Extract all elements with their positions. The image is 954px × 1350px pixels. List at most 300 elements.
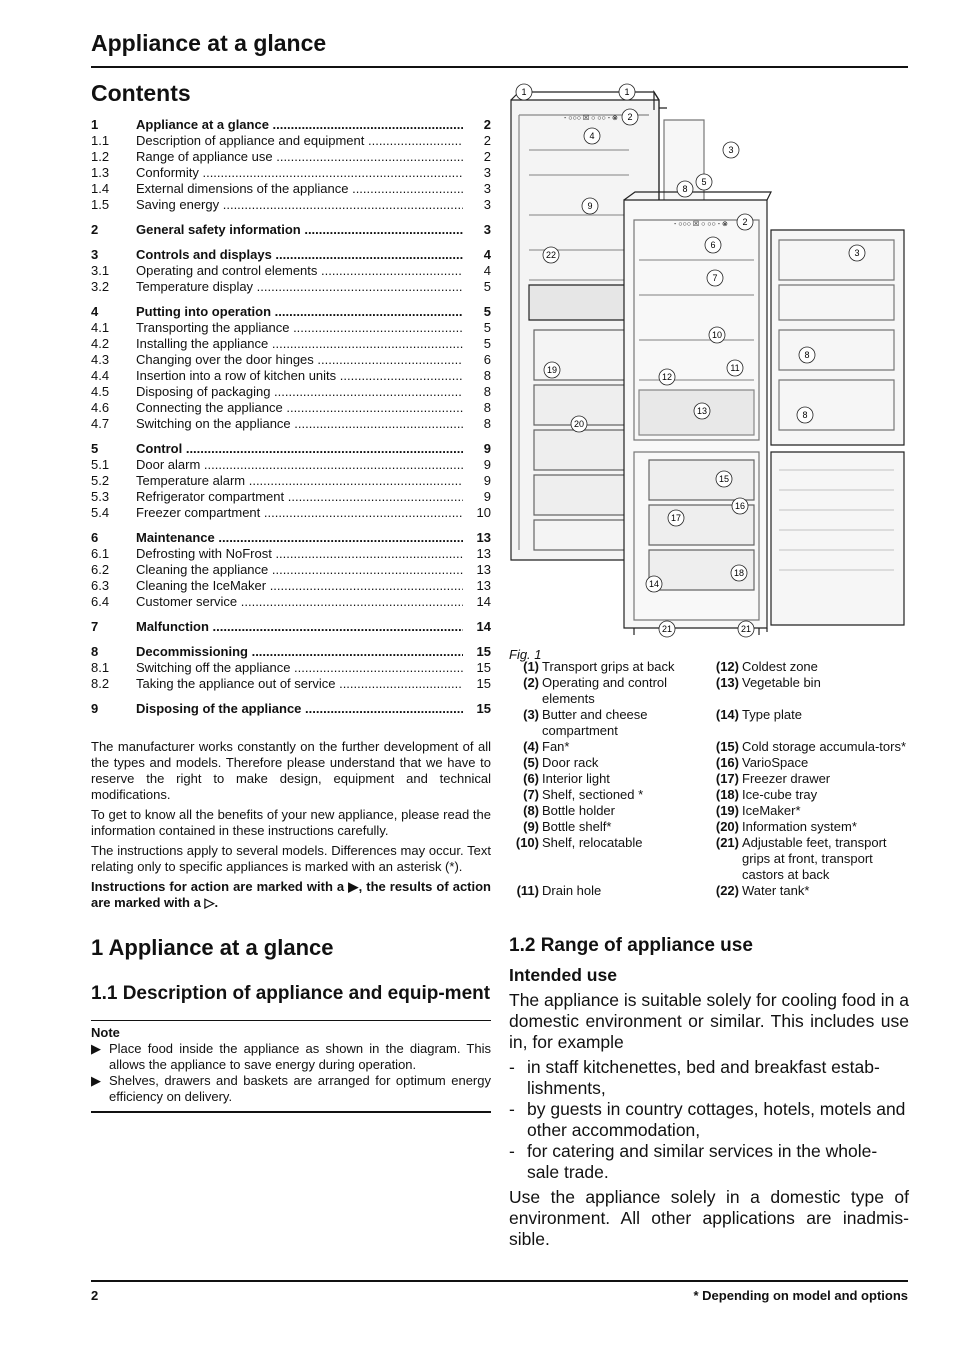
section-1-heading: 1 Appliance at a glance	[91, 935, 334, 960]
toc-page: 2	[483, 149, 491, 164]
svg-text:14: 14	[648, 579, 660, 589]
toc-row[interactable]	[91, 644, 491, 660]
legend-key: (9)	[523, 819, 539, 834]
note-box	[91, 1020, 491, 1113]
toc-row[interactable]	[91, 197, 491, 213]
note-item-text: Place food inside the appliance as shown in the diagram. This allows the appliance to save energy during operation.	[109, 1041, 491, 1072]
legend-value: Bottle shelf*	[542, 819, 612, 834]
toc-row[interactable]	[91, 384, 491, 400]
toc-page: 9	[483, 457, 491, 472]
legend-key: (10)	[515, 835, 539, 850]
figure-1	[509, 80, 909, 662]
legend-entry	[709, 803, 909, 819]
svg-text:2: 2	[742, 217, 748, 227]
legend-entry	[509, 803, 709, 819]
svg-text:3: 3	[728, 145, 734, 155]
legend-value: Butter and cheese compartment	[542, 707, 648, 738]
toc-page: 4	[483, 247, 491, 262]
display-panel-back: - ○○○ ☒ ○ ○○ - ⊗	[564, 115, 618, 122]
toc-page: 9	[483, 489, 491, 504]
toc-page: 15	[476, 701, 491, 716]
section-1-2-heading: 1.2 Range of appliance use	[509, 935, 753, 956]
toc-row[interactable]	[91, 304, 491, 320]
callout-18	[731, 565, 747, 581]
toc-page: 2	[483, 117, 491, 132]
toc-number: 6	[91, 530, 99, 545]
header-rule	[91, 66, 908, 68]
toc-row[interactable]	[91, 149, 491, 165]
toc-row[interactable]	[91, 165, 491, 181]
legend-key: (12)	[715, 659, 739, 674]
callout-22	[543, 247, 559, 263]
toc-number: 4.5	[91, 384, 110, 399]
toc-number: 5	[91, 441, 99, 456]
svg-text:8: 8	[682, 184, 688, 194]
action-triangle-icon: ▶	[91, 1073, 101, 1088]
callout-8	[797, 407, 813, 423]
toc-gap	[91, 635, 491, 644]
toc-page: 9	[483, 473, 491, 488]
legend-entry	[509, 787, 709, 803]
toc-title: Taking the appliance out of service .....	[136, 676, 463, 692]
legend-row	[509, 787, 909, 803]
callout-21	[659, 621, 675, 637]
toc-number: 5.3	[91, 489, 110, 504]
legend-key: (6)	[523, 771, 539, 786]
toc-row[interactable]	[91, 352, 491, 368]
legend-key: (17)	[715, 771, 739, 786]
legend-entry	[709, 675, 909, 707]
callout-9	[582, 198, 598, 214]
toc-row[interactable]	[91, 546, 491, 562]
toc-number: 6.2	[91, 562, 110, 577]
callout-13	[694, 403, 710, 419]
toc-page: 13	[476, 562, 491, 577]
toc-page: 9	[483, 441, 491, 456]
toc-number: 3	[91, 247, 99, 262]
toc-row[interactable]	[91, 619, 491, 635]
svg-text:15: 15	[718, 474, 730, 484]
svg-text:4: 4	[589, 131, 595, 141]
callout-11	[727, 360, 743, 376]
legend-value: Type plate	[742, 707, 802, 722]
legend-row	[509, 819, 909, 835]
toc-row[interactable]	[91, 336, 491, 352]
legend-entry	[709, 739, 909, 755]
callout-3	[723, 142, 739, 158]
toc-page: 8	[483, 400, 491, 415]
toc-row[interactable]	[91, 505, 491, 521]
toc-row[interactable]	[91, 701, 491, 717]
legend-value: Drain hole	[542, 883, 602, 898]
toc-row[interactable]	[91, 279, 491, 295]
legend-value: Water tank*	[742, 883, 810, 898]
toc-row[interactable]	[91, 578, 491, 594]
toc-title: External dimensions of the appliance .....	[136, 181, 463, 197]
legend-value: Vegetable bin	[742, 675, 821, 690]
svg-text:1: 1	[521, 87, 527, 97]
legend-value: Adjustable feet, transport grips at front, transport castors at back	[742, 835, 887, 882]
toc-row[interactable]	[91, 594, 491, 610]
legend-key: (22)	[715, 883, 739, 898]
legend-value: VarioSpace	[742, 755, 809, 770]
toc-number: 5.2	[91, 473, 110, 488]
domestic-use-paragraph: Use the appliance solely in a domestic type of environment. All other applications are inadmis-sible.	[509, 1187, 909, 1249]
toc-page: 13	[476, 530, 491, 545]
callout-6	[705, 237, 721, 253]
legend-key: (5)	[523, 755, 539, 770]
toc-number: 4.2	[91, 336, 110, 351]
toc-page: 5	[483, 279, 491, 294]
note-item-text: Shelves, drawers and baskets are arranged for optimum energy efficiency on delivery.	[109, 1073, 491, 1104]
legend-entry	[509, 739, 709, 755]
callout-19	[544, 362, 560, 378]
toc-page: 15	[476, 676, 491, 691]
toc-number: 7	[91, 619, 99, 634]
toc-row[interactable]	[91, 247, 491, 263]
toc-title: Cleaning the IceMaker .....	[136, 578, 463, 594]
svg-text:22: 22	[545, 250, 557, 260]
svg-text:21: 21	[661, 624, 673, 634]
svg-text:17: 17	[670, 513, 682, 523]
svg-text:13: 13	[696, 406, 708, 416]
callout-15	[716, 471, 732, 487]
callout-21	[738, 621, 754, 637]
list-item: - in staff kitchenettes, bed and breakfast estab-lishments,	[509, 1057, 909, 1099]
toc-page: 13	[476, 546, 491, 561]
callout-2	[622, 109, 638, 125]
legend-key: (2)	[523, 675, 539, 690]
legend-row	[509, 755, 909, 771]
fridge-illustration	[509, 80, 909, 642]
legend-entry	[709, 659, 909, 675]
legend-entry	[709, 771, 909, 787]
legend-key: (1)	[523, 659, 539, 674]
toc-number: 3.1	[91, 263, 110, 278]
toc-number: 9	[91, 701, 99, 716]
legend-value: Door rack	[542, 755, 599, 770]
toc-page: 5	[483, 304, 491, 319]
toc-number: 1	[91, 117, 99, 132]
toc-number: 4.7	[91, 416, 110, 431]
legend-value: Interior light	[542, 771, 610, 786]
legend-row	[509, 707, 909, 739]
toc-page: 10	[476, 505, 491, 520]
legend-value: Shelf, sectioned *	[542, 787, 644, 802]
svg-text:6: 6	[710, 240, 716, 250]
toc-number: 3.2	[91, 279, 110, 294]
toc-gap	[91, 610, 491, 619]
toc-row[interactable]	[91, 530, 491, 546]
legend-value: Ice-cube tray	[742, 787, 818, 802]
toc-title: Defrosting with NoFrost .....	[136, 546, 463, 562]
callout-7	[707, 270, 723, 286]
legend-value: Coldest zone	[742, 659, 818, 674]
intro-p4-part-a: Instructions for action are marked with a	[91, 879, 345, 894]
toc-page: 5	[483, 320, 491, 335]
toc-row[interactable]	[91, 133, 491, 149]
toc-page: 3	[483, 165, 491, 180]
list-item-text: in staff kitchenettes, bed and breakfast estab-lishments,	[527, 1057, 880, 1098]
svg-text:20: 20	[573, 419, 585, 429]
callout-1	[619, 84, 635, 100]
section-1-2	[509, 933, 909, 1250]
intro-p4-part-b: , the results of action are marked with a	[91, 879, 492, 910]
toc-page: 14	[476, 619, 491, 634]
toc-row[interactable]	[91, 181, 491, 197]
figure-legend	[509, 659, 909, 899]
toc-row[interactable]	[91, 320, 491, 336]
legend-key: (14)	[715, 707, 739, 722]
toc-row[interactable]	[91, 222, 491, 238]
legend-value: Freezer drawer	[742, 771, 831, 786]
toc-number: 1.1	[91, 133, 110, 148]
toc-page: 3	[483, 222, 491, 237]
toc-title: General safety information .....	[136, 222, 463, 238]
svg-text:21: 21	[740, 624, 752, 634]
toc-row[interactable]	[91, 400, 491, 416]
toc-title: Cleaning the appliance .....	[136, 562, 463, 578]
intro-paragraph-3: The instructions apply to several models. Differences may occur. Text relating only to specific appliances is marked with an asterisk (*).	[91, 843, 491, 874]
toc-row[interactable]	[91, 441, 491, 457]
toc-page: 6	[483, 352, 491, 367]
action-triangle-icon: ▶	[348, 879, 359, 894]
toc-number: 8.2	[91, 676, 110, 691]
table-of-contents	[91, 117, 491, 717]
legend-entry	[709, 883, 909, 899]
toc-page: 15	[476, 644, 491, 659]
legend-key: (20)	[715, 819, 739, 834]
legend-entry	[509, 707, 709, 739]
toc-title: Disposing of the appliance .....	[136, 701, 463, 717]
toc-page: 15	[476, 660, 491, 675]
toc-page: 8	[483, 416, 491, 431]
legend-row	[509, 659, 909, 675]
svg-text:9: 9	[587, 201, 593, 211]
toc-title: Controls and displays .....	[136, 247, 463, 263]
toc-number: 8.1	[91, 660, 110, 675]
toc-number: 1.5	[91, 197, 110, 212]
toc-row[interactable]	[91, 676, 491, 692]
toc-title: Conformity .....	[136, 165, 463, 181]
intended-use-paragraph: The appliance is suitable solely for cooling food in a domestic environment or similar. This includes use in, for example	[509, 990, 909, 1052]
list-item-text: for catering and similar services in the whole-sale trade.	[527, 1141, 878, 1182]
legend-entry	[509, 835, 709, 883]
page-number: 2	[91, 1288, 99, 1303]
toc-row[interactable]	[91, 562, 491, 578]
svg-text:3: 3	[854, 248, 860, 258]
result-triangle-icon: ▷	[204, 895, 215, 910]
toc-title: Freezer compartment .....	[136, 505, 463, 521]
toc-page: 3	[483, 181, 491, 196]
toc-number: 6.1	[91, 546, 110, 561]
toc-title: Switching on the appliance .....	[136, 416, 463, 432]
legend-value: Information system*	[742, 819, 857, 834]
toc-title: Temperature display .....	[136, 279, 463, 295]
display-panel-front: - ○○○ ☒ ○ ○○ - ⊗	[674, 221, 728, 228]
toc-number: 6.3	[91, 578, 110, 593]
toc-title: Switching off the appliance .....	[136, 660, 463, 676]
callout-8	[677, 181, 693, 197]
callout-10	[709, 327, 725, 343]
svg-text:10: 10	[711, 330, 723, 340]
contents-title: Contents	[91, 80, 191, 106]
toc-title: Control .....	[136, 441, 463, 457]
toc-title: Maintenance .....	[136, 530, 463, 546]
toc-number: 8	[91, 644, 99, 659]
toc-number: 1.3	[91, 165, 110, 180]
toc-page: 8	[483, 368, 491, 383]
toc-row[interactable]	[91, 473, 491, 489]
svg-text:11: 11	[730, 363, 740, 373]
legend-value: Fan*	[542, 739, 570, 754]
toc-title: Door alarm .....	[136, 457, 463, 473]
callout-12	[659, 369, 675, 385]
legend-row	[509, 803, 909, 819]
callout-17	[668, 510, 684, 526]
toc-title: Transporting the appliance .....	[136, 320, 463, 336]
svg-text:12: 12	[661, 372, 673, 382]
page-header-title: Appliance at a glance	[91, 30, 327, 56]
legend-row	[509, 771, 909, 787]
figure-caption: Fig. 1	[509, 647, 542, 662]
svg-text:19: 19	[546, 365, 558, 375]
toc-title: Connecting the appliance .....	[136, 400, 463, 416]
toc-gap	[91, 295, 491, 304]
footer-rule	[91, 1280, 908, 1282]
legend-value: Bottle holder	[542, 803, 615, 818]
toc-title: Installing the appliance .....	[136, 336, 463, 352]
callout-3	[849, 245, 865, 261]
intended-use-heading: Intended use	[509, 965, 617, 985]
list-item: - by guests in country cottages, hotels, motels and other accommodation,	[509, 1099, 909, 1141]
toc-row[interactable]	[91, 263, 491, 279]
callout-1	[516, 84, 532, 100]
legend-entry	[509, 819, 709, 835]
toc-page: 2	[483, 133, 491, 148]
legend-key: (13)	[715, 675, 739, 690]
toc-title: Malfunction .....	[136, 619, 463, 635]
legend-key: (4)	[523, 739, 539, 754]
callout-14	[646, 576, 662, 592]
note-label: Note	[91, 1025, 120, 1040]
toc-number: 2	[91, 222, 99, 237]
toc-number: 4.6	[91, 400, 110, 415]
legend-row	[509, 675, 909, 707]
legend-entry	[509, 883, 709, 899]
legend-entry	[509, 755, 709, 771]
left-column	[91, 80, 491, 1113]
toc-gap	[91, 213, 491, 222]
toc-number: 6.4	[91, 594, 110, 609]
toc-gap	[91, 238, 491, 247]
legend-entry	[709, 819, 909, 835]
toc-title: Saving energy .....	[136, 197, 463, 213]
callout-20	[571, 416, 587, 432]
toc-page: 8	[483, 384, 491, 399]
legend-key: (21)	[715, 835, 739, 850]
toc-title: Temperature alarm .....	[136, 473, 463, 489]
intro-paragraph-1: The manufacturer works constantly on the further development of all the types and models. Therefore please understand that we have to reserve the right to make design, equipment and technical modifications.	[91, 739, 491, 802]
toc-row[interactable]	[91, 117, 491, 133]
legend-value: Transport grips at back	[542, 659, 675, 674]
svg-text:16: 16	[734, 501, 746, 511]
toc-title: Disposing of packaging .....	[136, 384, 463, 400]
legend-value: Operating and control elements	[542, 675, 668, 706]
action-triangle-icon: ▶	[91, 1041, 101, 1056]
list-item-text: by guests in country cottages, hotels, motels and other accommodation,	[527, 1099, 906, 1140]
svg-text:7: 7	[712, 273, 718, 283]
svg-text:5: 5	[701, 177, 707, 187]
toc-number: 5.4	[91, 505, 110, 520]
toc-page: 14	[476, 594, 491, 609]
note-item	[91, 1041, 491, 1073]
legend-key: (16)	[715, 755, 739, 770]
toc-title: Operating and control elements .....	[136, 263, 463, 279]
toc-title: Refrigerator compartment .....	[136, 489, 463, 505]
note-item	[91, 1073, 491, 1105]
legend-row	[509, 835, 909, 883]
legend-row	[509, 883, 909, 899]
toc-page: 5	[483, 336, 491, 351]
intro-paragraph-2: To get to know all the benefits of your new appliance, please read the information contained in these instructions carefully.	[91, 807, 491, 838]
svg-text:2: 2	[627, 112, 633, 122]
svg-text:18: 18	[733, 568, 745, 578]
intro-paragraph-4	[91, 879, 491, 911]
callout-5	[696, 174, 712, 190]
legend-key: (8)	[523, 803, 539, 818]
toc-row[interactable]	[91, 457, 491, 473]
intro-p4-part-c: .	[214, 895, 219, 910]
callout-8	[799, 347, 815, 363]
legend-entry	[709, 835, 909, 883]
svg-text:1: 1	[624, 87, 630, 97]
toc-row[interactable]	[91, 368, 491, 384]
section-1-1-heading: 1.1 Description of appliance and equip-ment	[91, 983, 491, 1004]
legend-entry	[709, 707, 909, 739]
legend-row	[509, 739, 909, 755]
toc-number: 4.4	[91, 368, 110, 383]
toc-title: Decommissioning .....	[136, 644, 463, 660]
toc-row[interactable]	[91, 660, 491, 676]
legend-key: (7)	[523, 787, 539, 802]
legend-key: (11)	[516, 883, 539, 898]
legend-key: (18)	[715, 787, 739, 802]
legend-value: Cold storage accumula-tors*	[742, 739, 907, 754]
legend-key: (19)	[715, 803, 739, 818]
toc-number: 4	[91, 304, 99, 319]
toc-title: Changing over the door hinges .....	[136, 352, 463, 368]
legend-value: Shelf, relocatable	[542, 835, 643, 850]
toc-row[interactable]	[91, 489, 491, 505]
legend-entry	[709, 755, 909, 771]
callout-16	[732, 498, 748, 514]
legend-entry	[509, 675, 709, 707]
legend-entry	[509, 771, 709, 787]
toc-number: 1.2	[91, 149, 110, 164]
toc-gap	[91, 521, 491, 530]
toc-page: 3	[483, 197, 491, 212]
toc-row[interactable]	[91, 416, 491, 432]
toc-number: 1.4	[91, 181, 110, 196]
legend-value: IceMaker*	[742, 803, 801, 818]
svg-text:8: 8	[804, 350, 810, 360]
toc-gap	[91, 432, 491, 441]
callout-4	[584, 128, 600, 144]
footer-note: * Depending on model and options	[693, 1288, 908, 1303]
legend-entry	[709, 787, 909, 803]
callout-2	[737, 214, 753, 230]
